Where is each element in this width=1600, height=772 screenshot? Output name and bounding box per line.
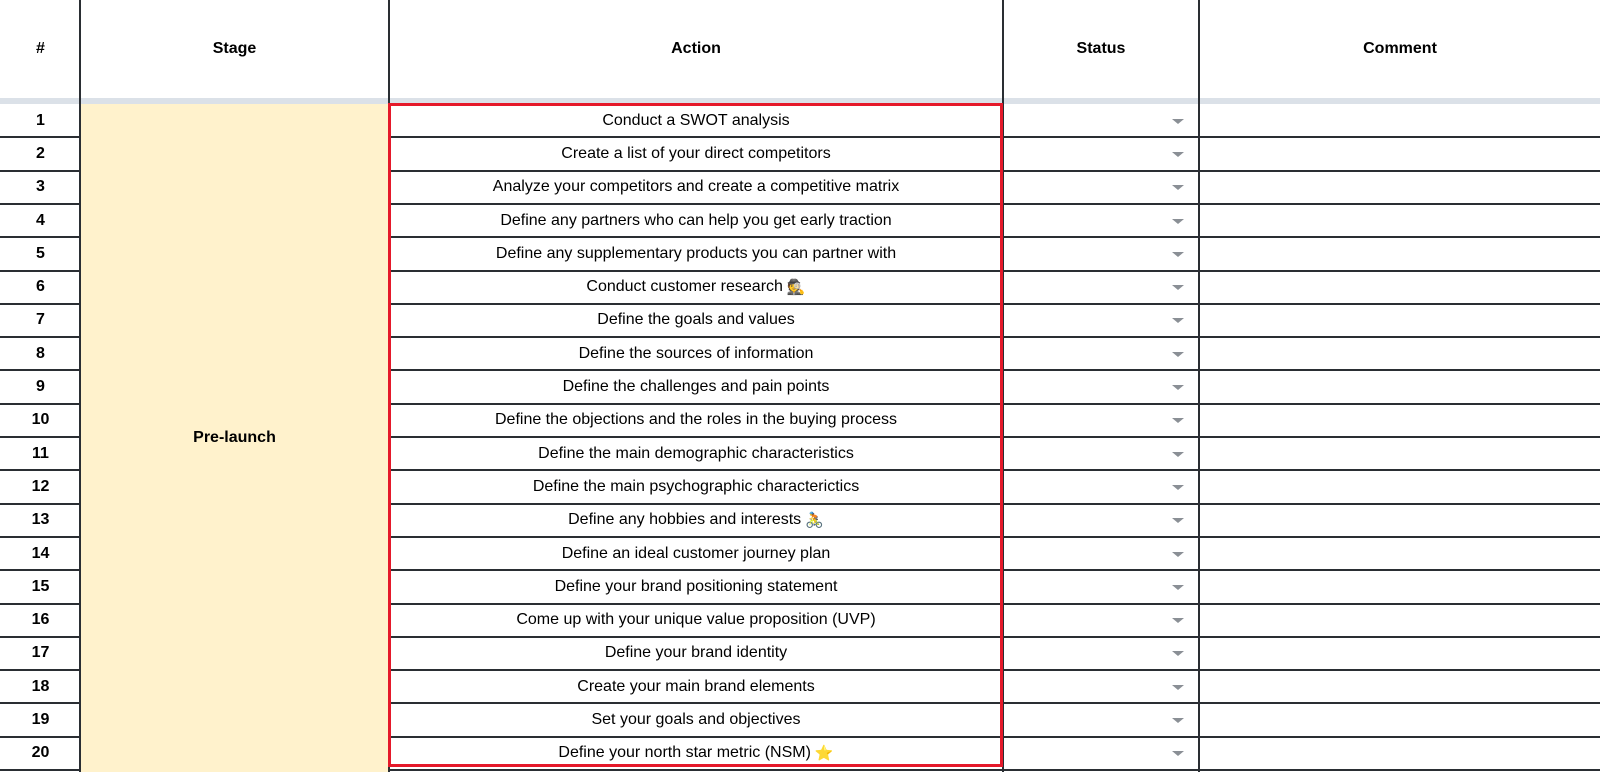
row-number: 16 [31, 611, 50, 629]
row-number: 15 [31, 577, 50, 595]
action-cell[interactable] [390, 370, 1002, 403]
action-text: Define any supplementary products you can partner with [495, 244, 897, 262]
action-text: Define the goals and values [597, 311, 795, 329]
stage-label: Pre-launch [193, 429, 276, 446]
header-comment[interactable]: Comment [1363, 40, 1437, 57]
row-number-cell[interactable] [0, 404, 81, 437]
status-dropdown[interactable] [1004, 570, 1198, 603]
row-number-cell[interactable] [0, 171, 81, 204]
action-text: Define the main psychographic characterictics [532, 477, 860, 495]
dropdown-caret-icon[interactable] [1172, 152, 1184, 157]
row-emoji-icon: 🚴 [805, 512, 824, 530]
row-number: 7 [36, 311, 45, 329]
row-number: 3 [36, 178, 45, 196]
row-number: 6 [36, 278, 45, 296]
comment-cell[interactable] [1200, 470, 1600, 503]
dropdown-caret-icon[interactable] [1172, 119, 1184, 124]
status-dropdown[interactable] [1004, 204, 1198, 237]
dropdown-caret-icon[interactable] [1172, 385, 1184, 390]
comment-cell[interactable] [1200, 237, 1600, 270]
row-number: 1 [36, 111, 45, 129]
dropdown-caret-icon[interactable] [1172, 318, 1184, 323]
comment-cell[interactable] [1200, 104, 1600, 137]
row-number-cell[interactable] [0, 703, 81, 736]
row-number: 18 [31, 677, 50, 695]
row-number: 20 [31, 744, 50, 762]
status-dropdown[interactable] [1004, 737, 1198, 770]
row-number: 4 [36, 211, 45, 229]
row-number-cell[interactable] [0, 437, 81, 470]
status-dropdown[interactable] [1004, 137, 1198, 170]
comment-cell[interactable] [1200, 537, 1600, 570]
action-cell[interactable] [390, 537, 1002, 570]
comment-cell[interactable] [1200, 737, 1600, 770]
row-emoji-icon: ⭐ [814, 745, 834, 763]
dropdown-caret-icon[interactable] [1172, 618, 1184, 623]
comment-cell[interactable] [1200, 570, 1600, 603]
action-cell[interactable] [390, 337, 1002, 370]
action-text: Create your main brand elements [577, 677, 815, 695]
action-cell[interactable] [390, 670, 1002, 703]
action-text: Define the sources of information [578, 344, 814, 362]
comment-cell[interactable] [1200, 437, 1600, 470]
dropdown-caret-icon[interactable] [1172, 518, 1184, 523]
action-cell[interactable] [390, 304, 1002, 337]
status-dropdown[interactable] [1004, 470, 1198, 503]
status-dropdown[interactable] [1004, 504, 1198, 537]
grid-line [388, 0, 390, 772]
dropdown-caret-icon[interactable] [1172, 285, 1184, 290]
comment-cell[interactable] [1200, 637, 1600, 670]
action-cell[interactable] [390, 171, 1002, 204]
row-number-cell[interactable] [0, 370, 81, 403]
status-dropdown[interactable] [1004, 604, 1198, 637]
row-number: 10 [31, 411, 50, 429]
dropdown-caret-icon[interactable] [1172, 485, 1184, 490]
action-text: Come up with your unique value proposition (UVP) [516, 611, 876, 629]
header-status[interactable]: Status [1076, 40, 1126, 57]
action-cell[interactable] [390, 470, 1002, 503]
action-text: Set your goals and objectives [591, 711, 801, 729]
status-dropdown[interactable] [1004, 337, 1198, 370]
row-number-cell[interactable] [0, 737, 81, 770]
row-number: 13 [31, 511, 50, 529]
status-dropdown[interactable] [1004, 670, 1198, 703]
comment-cell[interactable] [1200, 271, 1600, 304]
grid-line [1198, 0, 1200, 772]
dropdown-caret-icon[interactable] [1172, 751, 1184, 756]
row-number: 11 [32, 444, 49, 462]
comment-cell[interactable] [1200, 703, 1600, 736]
comment-cell[interactable] [1200, 504, 1600, 537]
grid-line [79, 0, 81, 772]
action-text: Define an ideal customer journey plan [561, 544, 831, 562]
action-cell[interactable] [390, 604, 1002, 637]
comment-cell[interactable] [1200, 370, 1600, 403]
action-text: Conduct customer research [586, 278, 783, 296]
dropdown-caret-icon[interactable] [1172, 718, 1184, 723]
status-dropdown[interactable] [1004, 304, 1198, 337]
row-number: 17 [31, 644, 50, 662]
dropdown-caret-icon[interactable] [1172, 585, 1184, 590]
row-emoji-icon: 🕵️ [786, 279, 806, 297]
dropdown-caret-icon[interactable] [1172, 352, 1184, 357]
status-dropdown[interactable] [1004, 237, 1198, 270]
action-cell[interactable] [390, 404, 1002, 437]
action-cell[interactable] [390, 204, 1002, 237]
row-number-cell[interactable] [0, 237, 81, 270]
action-text: Define the objections and the roles in the buying process [494, 411, 898, 429]
action-text: Define the challenges and pain points [562, 378, 830, 396]
status-dropdown[interactable] [1004, 271, 1198, 304]
row-number-cell[interactable] [0, 604, 81, 637]
comment-cell[interactable] [1200, 304, 1600, 337]
header-number[interactable]: # [36, 40, 45, 57]
status-dropdown[interactable] [1004, 703, 1198, 736]
action-cell[interactable] [390, 137, 1002, 170]
dropdown-caret-icon[interactable] [1172, 252, 1184, 257]
action-text: Define your brand positioning statement [554, 577, 838, 595]
grid-line [0, 769, 81, 771]
action-text: Define your north star metric (NSM) [558, 744, 811, 762]
row-number-cell[interactable] [0, 537, 81, 570]
row-number-cell[interactable] [0, 670, 81, 703]
status-dropdown[interactable] [1004, 637, 1198, 670]
row-number-cell[interactable] [0, 137, 81, 170]
action-text: Define any hobbies and interests [568, 511, 802, 529]
action-cell[interactable] [390, 437, 1002, 470]
dropdown-caret-icon[interactable] [1172, 185, 1184, 190]
action-cell[interactable] [390, 271, 1002, 304]
comment-cell[interactable] [1200, 171, 1600, 204]
row-number-cell[interactable] [0, 504, 81, 537]
dropdown-caret-icon[interactable] [1172, 452, 1184, 457]
row-number-cell[interactable] [0, 470, 81, 503]
action-text: Define any partners who can help you get early traction [500, 211, 892, 229]
row-number-cell[interactable] [0, 104, 81, 137]
action-text: Create a list of your direct competitors [561, 144, 831, 162]
grid-line [1002, 0, 1004, 772]
comment-cell[interactable] [1200, 404, 1600, 437]
action-text: Conduct a SWOT analysis [602, 111, 790, 129]
row-number-cell[interactable] [0, 204, 81, 237]
action-text: Analyze your competitors and create a competitive matrix [492, 178, 900, 196]
action-cell[interactable] [390, 737, 1002, 770]
row-number: 2 [36, 144, 45, 162]
grid-line [388, 769, 1600, 771]
action-cell[interactable] [390, 104, 1002, 137]
row-number: 8 [36, 344, 45, 362]
dropdown-caret-icon[interactable] [1172, 418, 1184, 423]
stage-cell-pre-launch[interactable] [81, 104, 388, 772]
status-dropdown[interactable] [1004, 404, 1198, 437]
row-number: 12 [31, 477, 50, 495]
row-number: 5 [36, 244, 45, 262]
dropdown-caret-icon[interactable] [1172, 685, 1184, 690]
row-number: 9 [36, 378, 45, 396]
comment-cell[interactable] [1200, 137, 1600, 170]
row-number-cell[interactable] [0, 570, 81, 603]
action-cell[interactable] [390, 237, 1002, 270]
status-dropdown[interactable] [1004, 437, 1198, 470]
status-dropdown[interactable] [1004, 537, 1198, 570]
dropdown-caret-icon[interactable] [1172, 219, 1184, 224]
dropdown-caret-icon[interactable] [1172, 552, 1184, 557]
header-action[interactable]: Action [671, 40, 721, 57]
comment-cell[interactable] [1200, 604, 1600, 637]
row-number-cell[interactable] [0, 271, 81, 304]
status-dropdown[interactable] [1004, 171, 1198, 204]
action-cell[interactable] [390, 703, 1002, 736]
action-cell[interactable] [390, 570, 1002, 603]
comment-cell[interactable] [1200, 670, 1600, 703]
header-stage[interactable]: Stage [212, 40, 257, 57]
action-text: Define the main demographic characteristics [538, 444, 854, 462]
action-cell[interactable] [390, 637, 1002, 670]
row-number: 19 [31, 711, 50, 729]
action-text: Define your brand identity [604, 644, 788, 662]
dropdown-caret-icon[interactable] [1172, 651, 1184, 656]
row-number-cell[interactable] [0, 337, 81, 370]
comment-cell[interactable] [1200, 204, 1600, 237]
row-number-cell[interactable] [0, 637, 81, 670]
status-dropdown[interactable] [1004, 104, 1198, 137]
action-cell[interactable] [390, 504, 1002, 537]
row-number: 14 [31, 544, 50, 562]
row-number-cell[interactable] [0, 304, 81, 337]
comment-cell[interactable] [1200, 337, 1600, 370]
status-dropdown[interactable] [1004, 370, 1198, 403]
